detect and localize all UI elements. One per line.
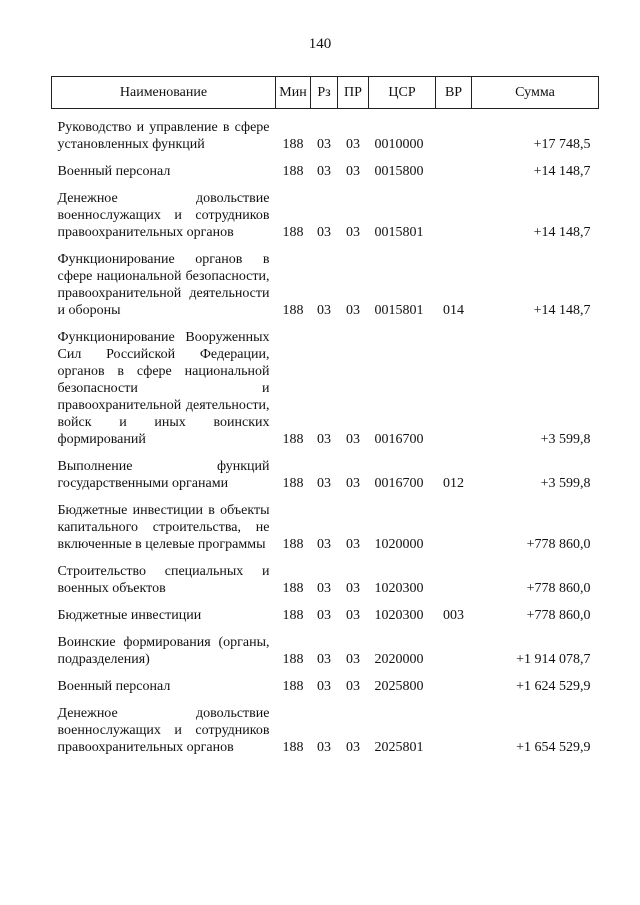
header-min: Мин [276,77,311,109]
row-vr [436,695,472,756]
row-csr: 0015801 [374,303,424,318]
row-vr [436,153,472,180]
row-vr [436,180,472,241]
header-rz: Рз [311,77,338,109]
row-csr: 1020000 [374,537,424,552]
row-min: 188 [282,537,304,552]
header-name: Наименование [52,77,276,109]
header-row [52,77,599,109]
row-csr: 0016700 [374,432,424,447]
row-vr [436,553,472,597]
row-name: Функционирование Вооруженных Сил Российской Федерации, органов в сфере национальной безопасности и правоохранительной деятельности, войск и иных воинских формирований [57,330,270,447]
row-csr: 2025800 [374,679,424,694]
row-rz: 03 [317,652,331,667]
row-min: 188 [282,740,304,755]
row-pr: 03 [346,164,360,179]
row-rz: 03 [317,679,331,694]
table-row [52,180,599,241]
row-min: 188 [282,432,304,447]
row-rz: 03 [317,137,331,152]
row-name: Выполнение функций государственными органами [57,459,270,491]
header-pr: ПР [338,77,369,109]
row-csr: 2025801 [374,740,424,755]
row-name: Строительство специальных и военных объектов [57,564,270,596]
table-header [52,77,599,109]
row-sum: +3 599,8 [540,432,591,447]
row-pr: 03 [346,137,360,152]
budget-table [51,76,599,756]
row-name: Денежное довольствие военнослужащих и сотрудников правоохранительных органов [57,706,270,755]
row-pr: 03 [346,608,360,623]
row-min: 188 [282,137,304,152]
row-name: Функционирование органов в сфере национальной безопасности, правоохранительной деятельности и обороны [57,252,270,318]
table-row [52,109,599,154]
row-csr: 0015801 [374,225,424,240]
table-row [52,597,599,624]
row-csr: 1020300 [374,581,424,596]
table-row [52,448,599,492]
header-vr: ВР [436,77,472,109]
row-min: 188 [282,225,304,240]
header-sum: Сумма [472,77,599,109]
row-rz: 03 [317,537,331,552]
row-min: 188 [282,303,304,318]
row-pr: 03 [346,537,360,552]
row-rz: 03 [317,303,331,318]
row-pr: 03 [346,225,360,240]
table-row [52,624,599,668]
row-name: Бюджетные инвестиции в объекты капитального строительства, не включенные в целевые программы [57,503,270,552]
row-rz: 03 [317,225,331,240]
row-name: Воинские формирования (органы, подразделения) [57,635,270,667]
row-sum: +778 860,0 [526,608,591,623]
row-rz: 03 [317,164,331,179]
row-csr: 2020000 [374,652,424,667]
row-pr: 03 [346,303,360,318]
row-sum: +1 624 529,9 [516,679,591,694]
row-vr [436,492,472,553]
row-vr [436,319,472,448]
row-pr: 03 [346,740,360,755]
row-name: Военный персонал [57,679,171,694]
row-vr: 014 [443,303,464,318]
table-row [52,668,599,695]
row-csr: 0015800 [374,164,424,179]
row-min: 188 [282,581,304,596]
row-min: 188 [282,608,304,623]
row-name: Военный персонал [57,164,171,179]
row-pr: 03 [346,679,360,694]
row-sum: +778 860,0 [526,537,591,552]
row-rz: 03 [317,432,331,447]
row-csr: 0010000 [374,137,424,152]
table-row [52,695,599,756]
row-vr [436,624,472,668]
row-sum: +778 860,0 [526,581,591,596]
row-min: 188 [282,164,304,179]
table-row [52,492,599,553]
row-min: 188 [282,476,304,491]
row-name: Денежное довольствие военнослужащих и сотрудников правоохранительных органов [57,191,270,240]
row-csr: 0016700 [374,476,424,491]
page-number: 140 [308,36,332,52]
table-row [52,319,599,448]
row-vr [436,668,472,695]
row-sum: +3 599,8 [540,476,591,491]
table-row [52,241,599,319]
table-row [52,153,599,180]
row-vr [436,109,472,154]
row-pr: 03 [346,581,360,596]
row-csr: 1020300 [374,608,424,623]
row-name: Бюджетные инвестиции [57,608,202,623]
row-sum: +14 148,7 [533,303,591,318]
table-body [52,109,599,757]
row-sum: +1 654 529,9 [516,740,591,755]
row-pr: 03 [346,432,360,447]
row-rz: 03 [317,476,331,491]
row-vr: 003 [443,608,464,623]
row-name: Руководство и управление в сфере установленных функций [57,120,270,152]
row-sum: +14 148,7 [533,225,591,240]
row-rz: 03 [317,740,331,755]
row-sum: +14 148,7 [533,164,591,179]
row-rz: 03 [317,608,331,623]
row-sum: +1 914 078,7 [516,652,591,667]
table-row [52,553,599,597]
row-rz: 03 [317,581,331,596]
row-pr: 03 [346,652,360,667]
header-csr: ЦСР [369,77,436,109]
row-min: 188 [282,679,304,694]
row-vr: 012 [443,476,464,491]
row-sum: +17 748,5 [533,137,591,152]
row-min: 188 [282,652,304,667]
row-pr: 03 [346,476,360,491]
